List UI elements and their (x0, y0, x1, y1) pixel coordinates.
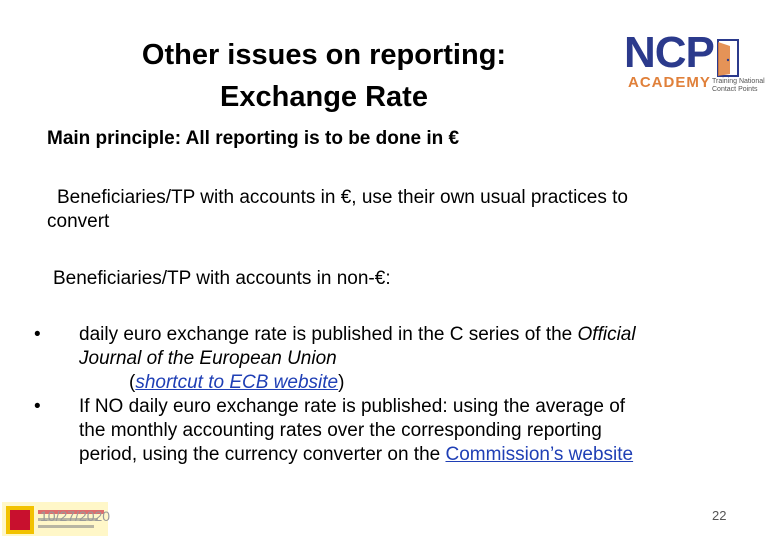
title-line-1: Other issues on reporting: (141, 39, 507, 71)
commission-website-link[interactable]: Commission’s website (445, 444, 634, 465)
logo-academy-text: ACADEMY (628, 74, 711, 91)
bullet2-line-1: If NO daily euro exchange rate is published: using the average of (79, 396, 626, 417)
slide-title (118, 34, 530, 118)
paragraph-non-eur-accounts: Beneficiaries/TP with accounts in non-€: (53, 268, 391, 289)
logo-ncp-text: NCP (624, 28, 714, 77)
bullet2-line-2: the monthly accounting rates over the corresponding reporting (79, 420, 602, 441)
bullet2-line-3: period, using the currency converter on the (79, 444, 446, 465)
ecb-website-link[interactable]: shortcut to ECB website (135, 372, 339, 393)
paren-close: ) (338, 372, 345, 393)
bullet-dot: • (34, 396, 41, 417)
ncp-academy-logo (620, 30, 766, 104)
bullet1-italic-2: Journal of the European Union (79, 348, 337, 369)
page-number: 22 (712, 508, 727, 523)
para1-line-1: Beneficiaries/TP with accounts in €, use their own usual practices to (57, 187, 628, 208)
door-icon (716, 38, 740, 78)
paragraph-eur-accounts (47, 186, 737, 234)
paren-open: ( (129, 372, 136, 393)
bullet-dot: • (34, 324, 41, 345)
shortcut-line (79, 372, 344, 393)
bullet1-italic-1: Official (577, 324, 636, 345)
title-line-2: Exchange Rate (220, 81, 428, 113)
bullet1-text: daily euro exchange rate is published in the C series of the (79, 324, 578, 345)
bullet-item-no-daily-rate (34, 395, 744, 467)
para1-line-2: convert (47, 211, 110, 232)
bullet-list (34, 323, 744, 467)
footer-date: 10/27/2020 (40, 508, 111, 524)
bullet-item-daily-rate (34, 323, 744, 395)
logo-subtext: Training National Contact Points (712, 78, 765, 93)
main-principle: Main principle: All reporting is to be done in € (47, 128, 460, 149)
